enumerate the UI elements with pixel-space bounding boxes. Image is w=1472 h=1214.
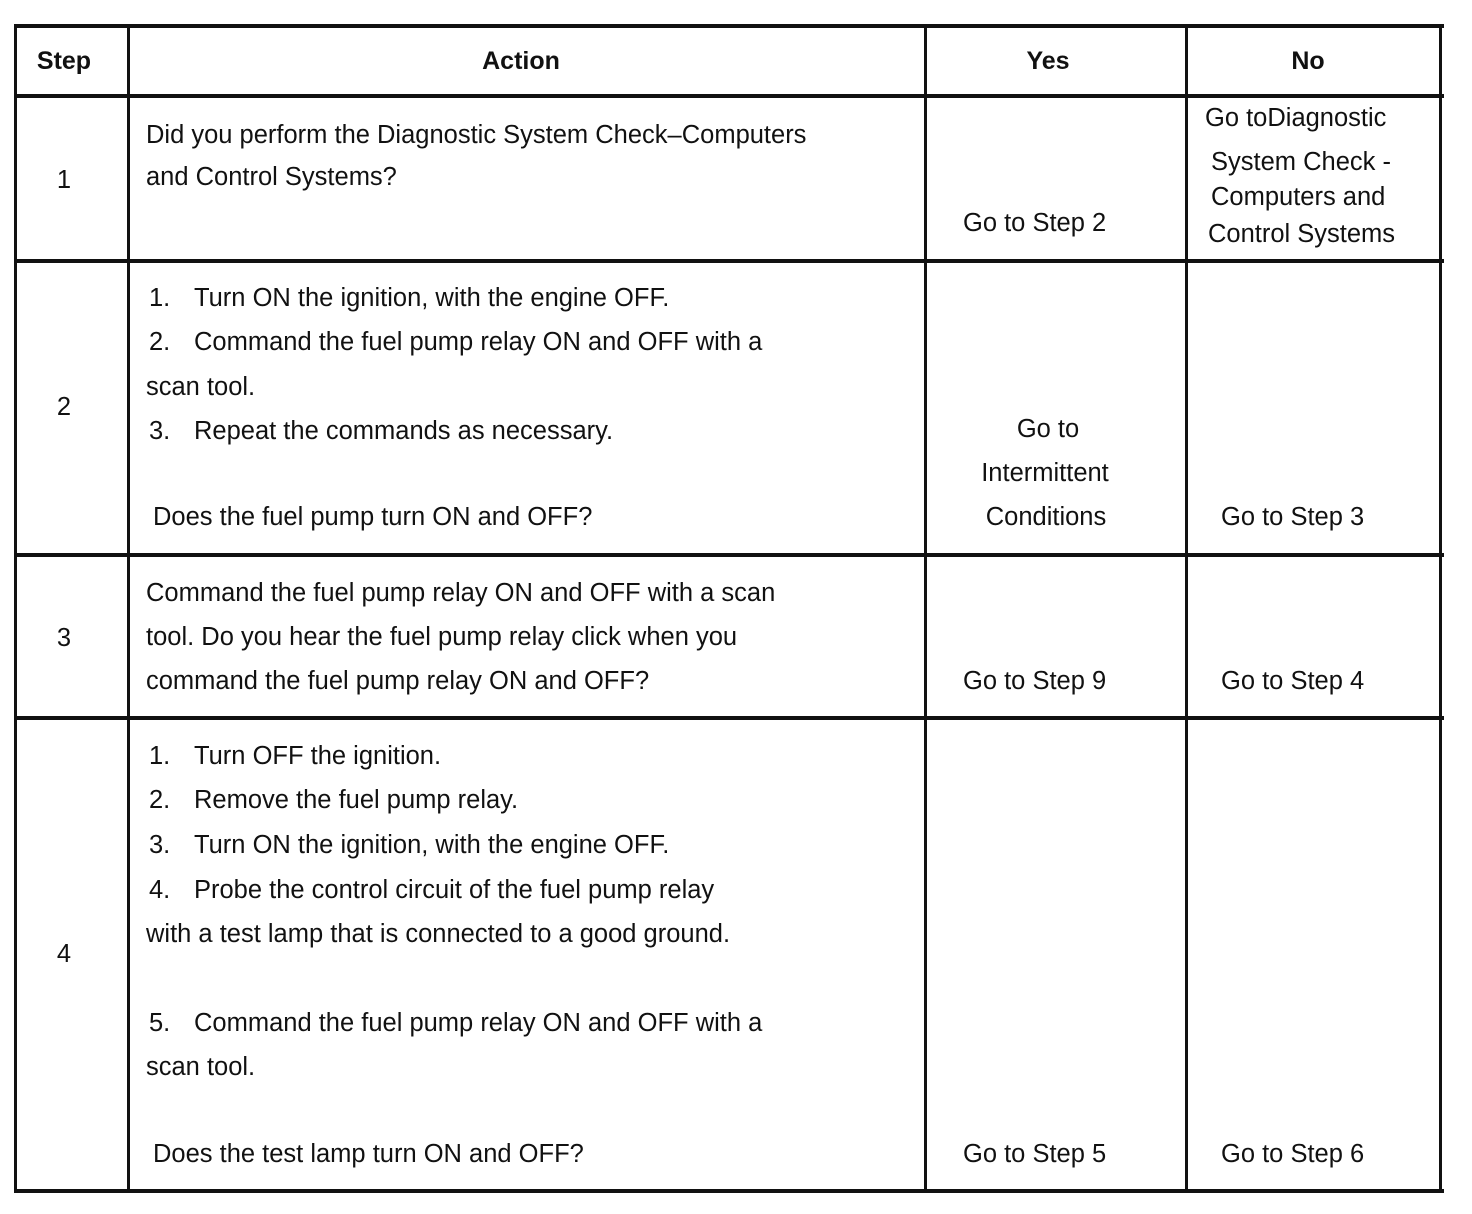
yes-result: Conditions [985, 503, 1107, 531]
no-result: Go to Step 4 [1221, 667, 1365, 695]
action-text: Remove the fuel pump relay. [194, 786, 519, 814]
action-question: Does the fuel pump turn ON and OFF? [153, 503, 593, 531]
list-number: 2. [149, 328, 171, 356]
step-number: 1 [56, 166, 72, 194]
action-text: tool. Do you hear the fuel pump relay click when you [146, 623, 738, 651]
yes-result: Go to Step 2 [963, 209, 1107, 237]
action-text: Repeat the commands as necessary. [194, 417, 614, 445]
action-text: Command the fuel pump relay ON and OFF with a [194, 1009, 763, 1037]
list-number: 1. [149, 742, 171, 770]
header-divider [14, 94, 1444, 98]
no-result: Computers and [1211, 183, 1386, 211]
action-question: Does the test lamp turn ON and OFF? [153, 1140, 584, 1168]
table-border-left [14, 24, 17, 1192]
row-divider [14, 716, 1444, 720]
row-divider [14, 259, 1444, 263]
action-text: Command the fuel pump relay ON and OFF with a [194, 328, 763, 356]
yes-result: Go to Step 5 [963, 1140, 1107, 1168]
no-result: Go toDiagnostic [1205, 104, 1387, 132]
column-divider [127, 24, 130, 1192]
action-text: Probe the control circuit of the fuel pump relay [194, 876, 715, 904]
action-text: Turn ON the ignition, with the engine OFF. [194, 284, 670, 312]
action-text: Turn ON the ignition, with the engine OFF. [194, 831, 670, 859]
action-text: Did you perform the Diagnostic System Check–Computers [146, 121, 807, 149]
row-divider [14, 553, 1444, 557]
header-no: No [1291, 47, 1325, 75]
step-number: 2 [56, 393, 72, 421]
no-result: System Check - [1211, 148, 1391, 176]
action-text: scan tool. [146, 373, 256, 401]
list-number: 4. [149, 876, 171, 904]
step-number: 4 [56, 940, 72, 968]
yes-result: Go to [1016, 415, 1080, 443]
action-text: Turn OFF the ignition. [194, 742, 442, 770]
yes-result: Intermittent [981, 459, 1109, 487]
column-divider [924, 24, 927, 1192]
list-number: 3. [149, 831, 171, 859]
no-result: Go to Step 6 [1221, 1140, 1365, 1168]
no-result: Go to Step 3 [1221, 503, 1365, 531]
column-divider [1185, 24, 1188, 1192]
list-number: 3. [149, 417, 171, 445]
yes-result: Go to Step 9 [963, 667, 1107, 695]
table-border-top [14, 24, 1444, 28]
action-text: and Control Systems? [146, 163, 397, 191]
list-number: 1. [149, 284, 171, 312]
action-text: command the fuel pump relay ON and OFF? [146, 667, 650, 695]
list-number: 5. [149, 1009, 171, 1037]
header-step: Step [36, 47, 92, 75]
table-border-bottom [14, 1189, 1444, 1193]
header-action: Action [482, 47, 560, 75]
no-result: Control Systems [1208, 220, 1396, 248]
action-text: Command the fuel pump relay ON and OFF with a scan [146, 579, 776, 607]
list-number: 2. [149, 786, 171, 814]
table-border-right [1439, 24, 1442, 1192]
step-number: 3 [56, 624, 72, 652]
header-yes: Yes [1026, 47, 1070, 75]
action-text: scan tool. [146, 1053, 256, 1081]
action-text: with a test lamp that is connected to a good ground. [146, 920, 731, 948]
